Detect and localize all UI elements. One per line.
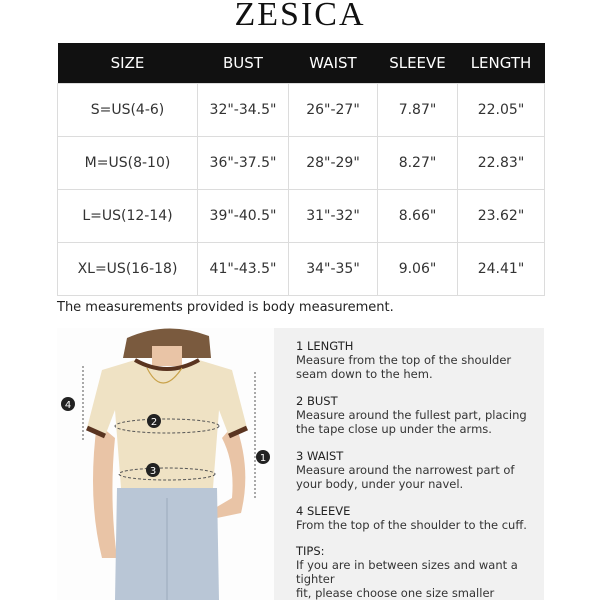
guide-text: fit, please choose one size smaller	[296, 586, 495, 600]
svg-text:3: 3	[149, 466, 157, 477]
header-bust: BUST	[198, 43, 289, 84]
guide-waist	[296, 449, 541, 491]
guide-text: Measure from the top of the shoulder	[296, 353, 512, 367]
model-figure	[57, 328, 279, 600]
guide-text: Measure around the narrowest part of	[296, 463, 515, 477]
sleeve-cell: 8.27"	[378, 137, 458, 190]
guide-text: If you are in between sizes and want a tighter	[296, 558, 518, 586]
length-cell: 23.62"	[458, 190, 545, 243]
guide-text: your body, under your navel.	[296, 477, 464, 491]
bust-cell: 41"-43.5"	[198, 243, 289, 296]
guide-title: 4 SLEEVE	[296, 504, 351, 518]
bust-cell: 32"-34.5"	[198, 84, 289, 137]
svg-text:2: 2	[150, 417, 158, 428]
waist-cell: 31"-32"	[289, 190, 378, 243]
size-cell: XL=US(16-18)	[58, 243, 198, 296]
neck-shape	[152, 346, 182, 366]
guide-length	[296, 339, 541, 381]
bust-cell: 39"-40.5"	[198, 190, 289, 243]
table-row	[58, 84, 545, 137]
table-header-row	[58, 43, 545, 84]
marker-4	[61, 397, 75, 411]
header-waist: WAIST	[289, 43, 378, 84]
guide-text: seam down to the hem.	[296, 367, 433, 381]
sleeve-cell: 8.66"	[378, 190, 458, 243]
svg-text:4: 4	[64, 400, 72, 411]
guide-text: Measure around the fullest part, placing	[296, 408, 527, 422]
bust-cell: 36"-37.5"	[198, 137, 289, 190]
guide-title: 2 BUST	[296, 394, 338, 408]
left-arm-shape	[93, 423, 117, 558]
guide-tips	[296, 544, 541, 600]
guide-title: 3 WAIST	[296, 449, 344, 463]
length-cell: 22.05"	[458, 84, 545, 137]
measurement-note: The measurements provided is body measurement.	[57, 300, 394, 315]
size-chart-table	[57, 43, 545, 296]
svg-text:1: 1	[259, 453, 267, 464]
waist-cell: 28"-29"	[289, 137, 378, 190]
guide-text: the tape close up under the arms.	[296, 422, 492, 436]
header-size: SIZE	[58, 43, 198, 84]
guide-title: TIPS:	[296, 544, 325, 558]
waist-cell: 34"-35"	[289, 243, 378, 296]
header-sleeve: SLEEVE	[378, 43, 458, 84]
table-row	[58, 243, 545, 296]
waist-cell: 26"-27"	[289, 84, 378, 137]
length-cell: 24.41"	[458, 243, 545, 296]
table-row	[58, 137, 545, 190]
sleeve-cell: 9.06"	[378, 243, 458, 296]
brand-logo: ZESICA	[234, 0, 366, 33]
size-cell: S=US(4-6)	[58, 84, 198, 137]
guide-title: 1 LENGTH	[296, 339, 354, 353]
marker-1	[256, 450, 270, 464]
header-length: LENGTH	[458, 43, 545, 84]
guide-sleeve	[296, 504, 541, 532]
size-cell: M=US(8-10)	[58, 137, 198, 190]
marker-2	[147, 414, 161, 428]
sleeve-cell: 7.87"	[378, 84, 458, 137]
guide-text: From the top of the shoulder to the cuff.	[296, 518, 527, 532]
model-illustration	[57, 328, 279, 600]
measure-guide-panel	[274, 328, 544, 600]
marker-3	[146, 463, 160, 477]
length-cell: 22.83"	[458, 137, 545, 190]
size-cell: L=US(12-14)	[58, 190, 198, 243]
guide-bust	[296, 394, 541, 436]
table-row	[58, 190, 545, 243]
